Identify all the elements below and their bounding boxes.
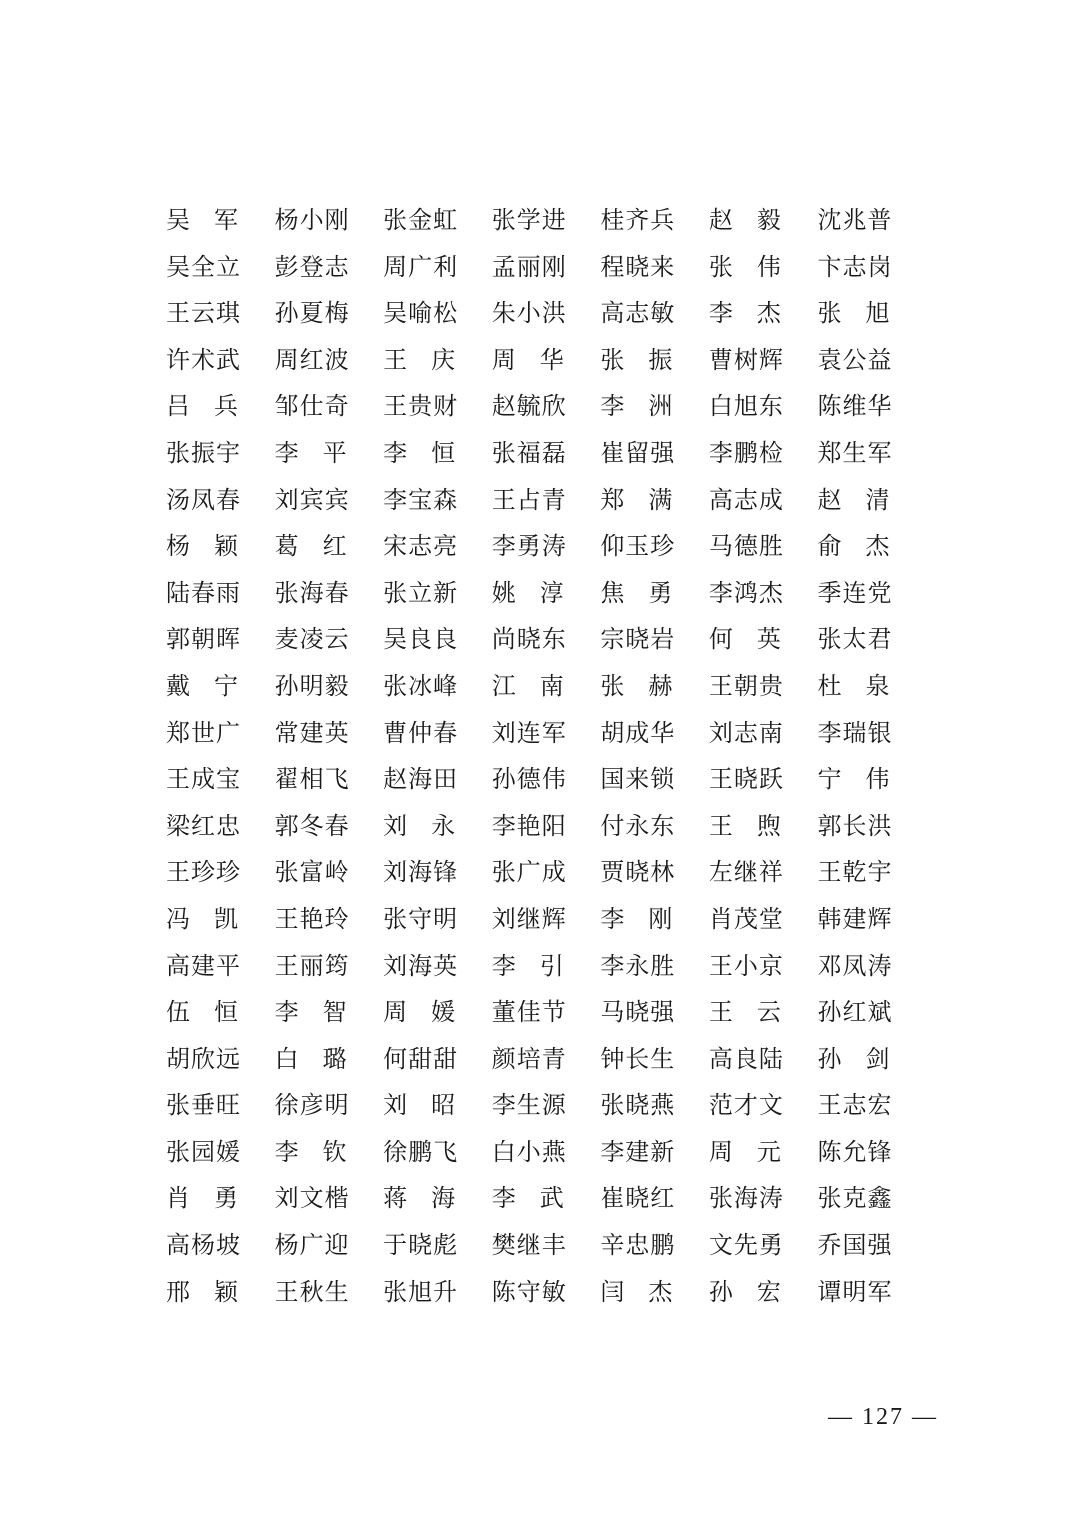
name-row bbox=[166, 1129, 926, 1176]
name-entry: 闫 杰 bbox=[600, 1277, 673, 1306]
name-entry: 葛 红 bbox=[274, 532, 347, 561]
name-entry: 张金虹 bbox=[383, 206, 459, 234]
name-entry: 王志宏 bbox=[817, 1091, 893, 1120]
name-entry: 王 庆 bbox=[383, 345, 456, 374]
name-entry: 张 赫 bbox=[600, 671, 673, 700]
name-entry: 刘志南 bbox=[708, 718, 784, 747]
name-entry: 李 钦 bbox=[274, 1137, 347, 1166]
name-entry: 左继祥 bbox=[708, 858, 784, 887]
name-entry: 蒋 海 bbox=[383, 1184, 456, 1213]
name-entry: 张广成 bbox=[491, 858, 567, 887]
name-entry: 曹仲春 bbox=[383, 718, 459, 747]
name-entry: 周红波 bbox=[274, 345, 350, 374]
name-entry: 李瑞银 bbox=[817, 718, 893, 747]
name-entry: 冯 凯 bbox=[166, 904, 238, 933]
name-row bbox=[166, 849, 926, 896]
name-entry: 钟长生 bbox=[600, 1044, 676, 1073]
name-row bbox=[166, 756, 926, 803]
name-row bbox=[166, 383, 926, 430]
name-entry: 李 洲 bbox=[600, 392, 673, 421]
name-entry: 高志敏 bbox=[600, 299, 676, 328]
name-row bbox=[166, 1269, 926, 1316]
name-entry: 焦 勇 bbox=[600, 578, 673, 607]
name-entry: 李建新 bbox=[600, 1137, 676, 1166]
name-row bbox=[166, 1036, 926, 1083]
name-entry: 孙明毅 bbox=[274, 671, 350, 700]
name-entry: 李 杰 bbox=[708, 299, 781, 328]
name-entry: 高建平 bbox=[166, 951, 241, 980]
name-entry: 姚 淳 bbox=[491, 578, 564, 607]
name-row bbox=[166, 896, 926, 943]
name-entry: 赵毓欣 bbox=[491, 392, 567, 421]
name-entry: 孟丽刚 bbox=[491, 252, 567, 281]
name-entry: 俞 杰 bbox=[817, 532, 890, 561]
name-entry: 张富岭 bbox=[274, 858, 350, 887]
name-entry: 张学进 bbox=[491, 206, 567, 234]
name-entry: 吕 兵 bbox=[166, 392, 238, 421]
name-row bbox=[166, 1082, 926, 1129]
name-entry: 刘海英 bbox=[383, 951, 459, 980]
name-entry: 董佳节 bbox=[491, 998, 567, 1027]
name-row bbox=[166, 663, 926, 710]
name-entry: 王晓跃 bbox=[708, 765, 784, 794]
name-entry: 李勇涛 bbox=[491, 532, 567, 561]
name-row bbox=[166, 570, 926, 617]
name-entry: 王朝贵 bbox=[708, 671, 784, 700]
name-entry: 张 旭 bbox=[817, 299, 890, 328]
name-entry: 辛忠鹏 bbox=[600, 1231, 676, 1260]
name-entry: 张守明 bbox=[383, 904, 459, 933]
name-entry: 王占青 bbox=[491, 485, 567, 514]
name-entry: 汤凤春 bbox=[166, 485, 241, 514]
name-entry: 王珍珍 bbox=[166, 858, 241, 887]
name-entry: 乔国强 bbox=[817, 1231, 893, 1260]
name-entry: 李 智 bbox=[274, 998, 347, 1027]
name-row bbox=[166, 710, 926, 757]
name-entry: 杨广迎 bbox=[274, 1231, 350, 1260]
name-entry: 陈允锋 bbox=[817, 1137, 893, 1166]
name-entry: 王 煦 bbox=[708, 811, 781, 840]
name-entry: 刘海锋 bbox=[383, 858, 459, 887]
name-entry: 马德胜 bbox=[708, 532, 784, 561]
name-entry: 李 刚 bbox=[600, 904, 673, 933]
name-entry: 周 华 bbox=[491, 345, 564, 374]
name-entry: 宋志亮 bbox=[383, 532, 459, 561]
name-entry: 肖茂堂 bbox=[708, 904, 784, 933]
name-entry: 江 南 bbox=[491, 671, 564, 700]
name-entry: 朱小洪 bbox=[491, 299, 567, 328]
name-entry: 刘继辉 bbox=[491, 904, 567, 933]
name-entry: 张振宇 bbox=[166, 438, 241, 467]
name-entry: 沈兆普 bbox=[817, 206, 893, 234]
name-entry: 付永东 bbox=[600, 811, 676, 840]
name-entry: 白 璐 bbox=[274, 1044, 347, 1073]
name-entry: 徐鹏飞 bbox=[383, 1137, 459, 1166]
name-entry: 郭长洪 bbox=[817, 811, 893, 840]
name-entry: 翟相飞 bbox=[274, 765, 350, 794]
name-entry: 高志成 bbox=[708, 485, 784, 514]
name-entry: 王秋生 bbox=[274, 1277, 350, 1306]
name-entry: 刘 昭 bbox=[383, 1091, 456, 1120]
name-entry: 王云琪 bbox=[166, 299, 241, 328]
name-row bbox=[166, 477, 926, 524]
name-entry: 王丽筠 bbox=[274, 951, 350, 980]
name-entry: 李 引 bbox=[491, 951, 564, 980]
name-entry: 戴 宁 bbox=[166, 671, 238, 700]
name-entry: 樊继丰 bbox=[491, 1231, 567, 1260]
name-entry: 刘文楷 bbox=[274, 1184, 350, 1213]
name-entry: 卞志岗 bbox=[817, 252, 893, 281]
name-entry: 高良陆 bbox=[708, 1044, 784, 1073]
name-entry: 张立新 bbox=[383, 578, 459, 607]
name-row bbox=[166, 616, 926, 663]
name-entry: 梁红忠 bbox=[166, 811, 241, 840]
name-row bbox=[166, 943, 926, 990]
name-entry: 邹仕奇 bbox=[274, 392, 350, 421]
name-row bbox=[166, 337, 926, 384]
name-entry: 于晓彪 bbox=[383, 1231, 459, 1260]
name-entry: 张旭升 bbox=[383, 1277, 459, 1306]
name-entry: 胡成华 bbox=[600, 718, 676, 747]
name-entry: 国来锁 bbox=[600, 765, 676, 794]
name-entry: 李艳阳 bbox=[491, 811, 567, 840]
name-entry: 马晓强 bbox=[600, 998, 676, 1027]
name-entry: 张 伟 bbox=[708, 252, 781, 281]
name-entry: 崔晓红 bbox=[600, 1184, 676, 1213]
name-entry: 吴 军 bbox=[166, 206, 238, 234]
name-entry: 彭登志 bbox=[274, 252, 350, 281]
name-entry: 郑生军 bbox=[817, 438, 893, 467]
name-entry: 张克鑫 bbox=[817, 1184, 893, 1213]
name-entry: 郑世广 bbox=[166, 718, 241, 747]
name-entry: 赵海田 bbox=[383, 765, 459, 794]
name-entry: 王乾宇 bbox=[817, 858, 893, 887]
name-entry: 王贵财 bbox=[383, 392, 459, 421]
name-entry: 徐彦明 bbox=[274, 1091, 350, 1120]
name-entry: 李鹏检 bbox=[708, 438, 784, 467]
name-row bbox=[166, 1175, 926, 1222]
name-entry: 仰玉珍 bbox=[600, 532, 676, 561]
name-entry: 白小燕 bbox=[491, 1137, 567, 1166]
name-entry: 文先勇 bbox=[708, 1231, 784, 1260]
name-entry: 韩建辉 bbox=[817, 904, 893, 933]
name-entry: 孙 宏 bbox=[708, 1277, 781, 1306]
name-entry: 何甜甜 bbox=[383, 1044, 459, 1073]
name-entry: 李生源 bbox=[491, 1091, 567, 1120]
name-row bbox=[166, 1222, 926, 1269]
name-entry: 李 平 bbox=[274, 438, 347, 467]
name-entry: 谭明军 bbox=[817, 1277, 893, 1306]
name-entry: 张海春 bbox=[274, 578, 350, 607]
name-entry: 王 云 bbox=[708, 998, 781, 1027]
name-entry: 陈维华 bbox=[817, 392, 893, 421]
name-entry: 吴全立 bbox=[166, 252, 241, 281]
name-entry: 张福磊 bbox=[491, 438, 567, 467]
name-entry: 白旭东 bbox=[708, 392, 784, 421]
name-entry: 杜 泉 bbox=[817, 671, 890, 700]
name-entry: 刘 永 bbox=[383, 811, 456, 840]
name-entry: 杨小刚 bbox=[274, 206, 350, 234]
name-entry: 孙 剑 bbox=[817, 1044, 890, 1073]
name-entry: 李 恒 bbox=[383, 438, 456, 467]
name-entry: 孙夏梅 bbox=[274, 299, 350, 328]
name-entry: 宁 伟 bbox=[817, 765, 890, 794]
name-entry: 季连党 bbox=[817, 578, 893, 607]
name-entry: 王小京 bbox=[708, 951, 784, 980]
name-entry: 伍 恒 bbox=[166, 998, 238, 1027]
name-entry: 郭朝晖 bbox=[166, 625, 241, 654]
name-entry: 李永胜 bbox=[600, 951, 676, 980]
name-row bbox=[166, 197, 926, 244]
name-entry: 颜培青 bbox=[491, 1044, 567, 1073]
name-entry: 王成宝 bbox=[166, 765, 241, 794]
name-entry: 肖 勇 bbox=[166, 1184, 238, 1213]
name-entry: 张海涛 bbox=[708, 1184, 784, 1213]
name-entry: 胡欣远 bbox=[166, 1044, 241, 1073]
name-entry: 范才文 bbox=[708, 1091, 784, 1120]
name-entry: 李 武 bbox=[491, 1184, 564, 1213]
name-entry: 常建英 bbox=[274, 718, 350, 747]
name-entry: 张 振 bbox=[600, 345, 673, 374]
name-row bbox=[166, 803, 926, 850]
page-number: — 127 — bbox=[828, 1404, 938, 1430]
name-entry: 孙德伟 bbox=[491, 765, 567, 794]
name-entry: 麦凌云 bbox=[274, 625, 350, 654]
name-entry: 杨 颖 bbox=[166, 532, 238, 561]
name-entry: 崔留强 bbox=[600, 438, 676, 467]
name-entry: 周 媛 bbox=[383, 998, 456, 1027]
name-row bbox=[166, 244, 926, 291]
name-entry: 宗晓岩 bbox=[600, 625, 676, 654]
name-entry: 周 元 bbox=[708, 1137, 781, 1166]
name-entry: 何 英 bbox=[708, 625, 781, 654]
name-entry: 邓凤涛 bbox=[817, 951, 893, 980]
name-row bbox=[166, 989, 926, 1036]
names-list bbox=[166, 197, 926, 1315]
name-entry: 周广利 bbox=[383, 252, 459, 281]
name-entry: 赵 毅 bbox=[708, 206, 781, 234]
name-entry: 刘连军 bbox=[491, 718, 567, 747]
name-entry: 程晓来 bbox=[600, 252, 676, 281]
name-row bbox=[166, 523, 926, 570]
name-entry: 高杨坡 bbox=[166, 1231, 241, 1260]
name-entry: 张冰峰 bbox=[383, 671, 459, 700]
name-entry: 陆春雨 bbox=[166, 578, 241, 607]
name-entry: 王艳玲 bbox=[274, 904, 350, 933]
name-entry: 张园媛 bbox=[166, 1137, 241, 1166]
name-entry: 贾晓林 bbox=[600, 858, 676, 887]
name-entry: 李鸿杰 bbox=[708, 578, 784, 607]
name-entry: 袁公益 bbox=[817, 345, 893, 374]
name-entry: 邢 颖 bbox=[166, 1277, 238, 1306]
name-entry: 李宝森 bbox=[383, 485, 459, 514]
name-entry: 郭冬春 bbox=[274, 811, 350, 840]
name-entry: 尚晓东 bbox=[491, 625, 567, 654]
name-entry: 吴喻松 bbox=[383, 299, 459, 328]
name-row bbox=[166, 290, 926, 337]
name-entry: 张太君 bbox=[817, 625, 893, 654]
name-entry: 张垂旺 bbox=[166, 1091, 241, 1120]
name-entry: 孙红斌 bbox=[817, 998, 893, 1027]
name-entry: 张晓燕 bbox=[600, 1091, 676, 1120]
name-entry: 桂齐兵 bbox=[600, 206, 676, 234]
name-entry: 许术武 bbox=[166, 345, 241, 374]
name-entry: 刘宾宾 bbox=[274, 485, 350, 514]
name-entry: 吴良良 bbox=[383, 625, 459, 654]
name-entry: 郑 满 bbox=[600, 485, 673, 514]
name-entry: 陈守敏 bbox=[491, 1277, 567, 1306]
name-entry: 赵 清 bbox=[817, 485, 890, 514]
name-row bbox=[166, 430, 926, 477]
name-entry: 曹树辉 bbox=[708, 345, 784, 374]
